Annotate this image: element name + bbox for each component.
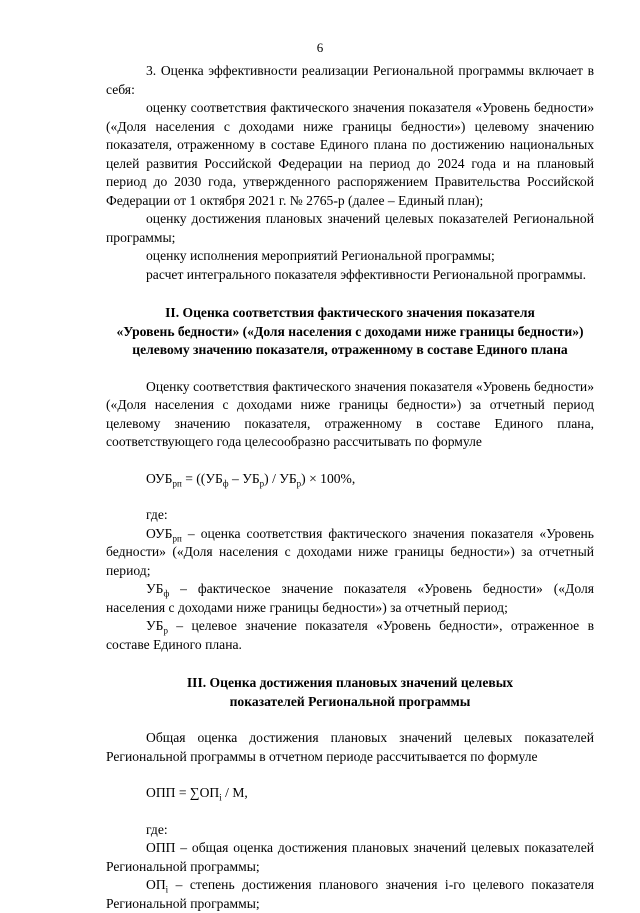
section3-where: где: [146, 821, 168, 837]
section2-def-ubf: $УБ_ф$ – фактическое значение показателя «Уровень бедности» («Доля населения с доходами ниже границы бедности») за отчетный период; [106, 581, 594, 615]
section3-item3: оценку исполнения мероприятий Региональной программы; [146, 248, 495, 263]
section3-def-opp: ОПП – общая оценка достижения плановых значений целевых показателей Региональной программы; [106, 840, 594, 874]
section2-heading-line3: целевому значению показателя, отраженному в составе Единого плана [132, 342, 568, 357]
section3-heading-line1: III. Оценка достижения плановых значений целевых [186, 675, 514, 690]
section2-paragraph: Оценку соответствия фактического значения показателя «Уровень бедности» («Доля населения с доходами ниже границы бедности») за отчетный период целевому значению показателя, отраженному в составе Единого плана, соответствующего года целесообразно рассчитывать по формуле [106, 378, 594, 449]
section2-heading-line2: «Уровень бедности» («Доля населения с доходами ниже границы бедности») [116, 323, 584, 339]
section3-heading-line2: показателей Региональной программы [229, 693, 471, 709]
section3-item2: оценку достижения плановых значений целевых показателей Региональной программы; [106, 211, 594, 245]
section3-paragraph: Общая оценка достижения плановых значений целевых показателей Региональной программы в отчетном периоде рассчитывается по формуле [106, 730, 594, 764]
section3-item4: расчет интегрального показателя эффективности Региональной программы. [146, 266, 586, 282]
section3-def-opi: $ОП_i$ – степень достижения планового значения i-го целевого показателя Региональной программы; [106, 877, 594, 911]
document-body [106, 62, 594, 913]
section2-def-oub: $ОУБ_{рп}$ – оценка соответствия фактического значения показателя «Уровень бедности» («Доля населения с доходами ниже границы бедности») за отчетный период; [106, 525, 594, 578]
section2-heading-line1: II. Оценка соответствия фактического значения показателя [165, 305, 535, 320]
formula-oub: $ОУБ_{рп} = ((УБ_ф - УБ_р) / УБ_р) \times 100\%$, [146, 470, 356, 489]
section2-where: где: [146, 507, 168, 522]
formula-opp: ОПП = $\sum ОП_i$ / М, [146, 785, 248, 803]
section3-intro: 3. Оценка эффективности реализации Региональной программы включает в себя: [106, 63, 594, 97]
section2-def-ubr: $УБ_р$ – целевое значение показателя «Уровень бедности», отраженное в составе Единого плана. [106, 618, 594, 652]
section3-item1: оценку соответствия фактического значения показателя «Уровень бедности» («Доля населения с доходами ниже границы бедности») целевому значению показателя, отраженному в составе Единого плана по достижению национальных целей развития Российской Федерации на период до 2024 года и на плановый период до 2030 года, утвержденного распоряжением Правительства Российской Федерации от 1 октября 2021 г. № 2765-р (далее – Единый план); [106, 100, 594, 208]
page-number: 6 [316, 40, 324, 55]
